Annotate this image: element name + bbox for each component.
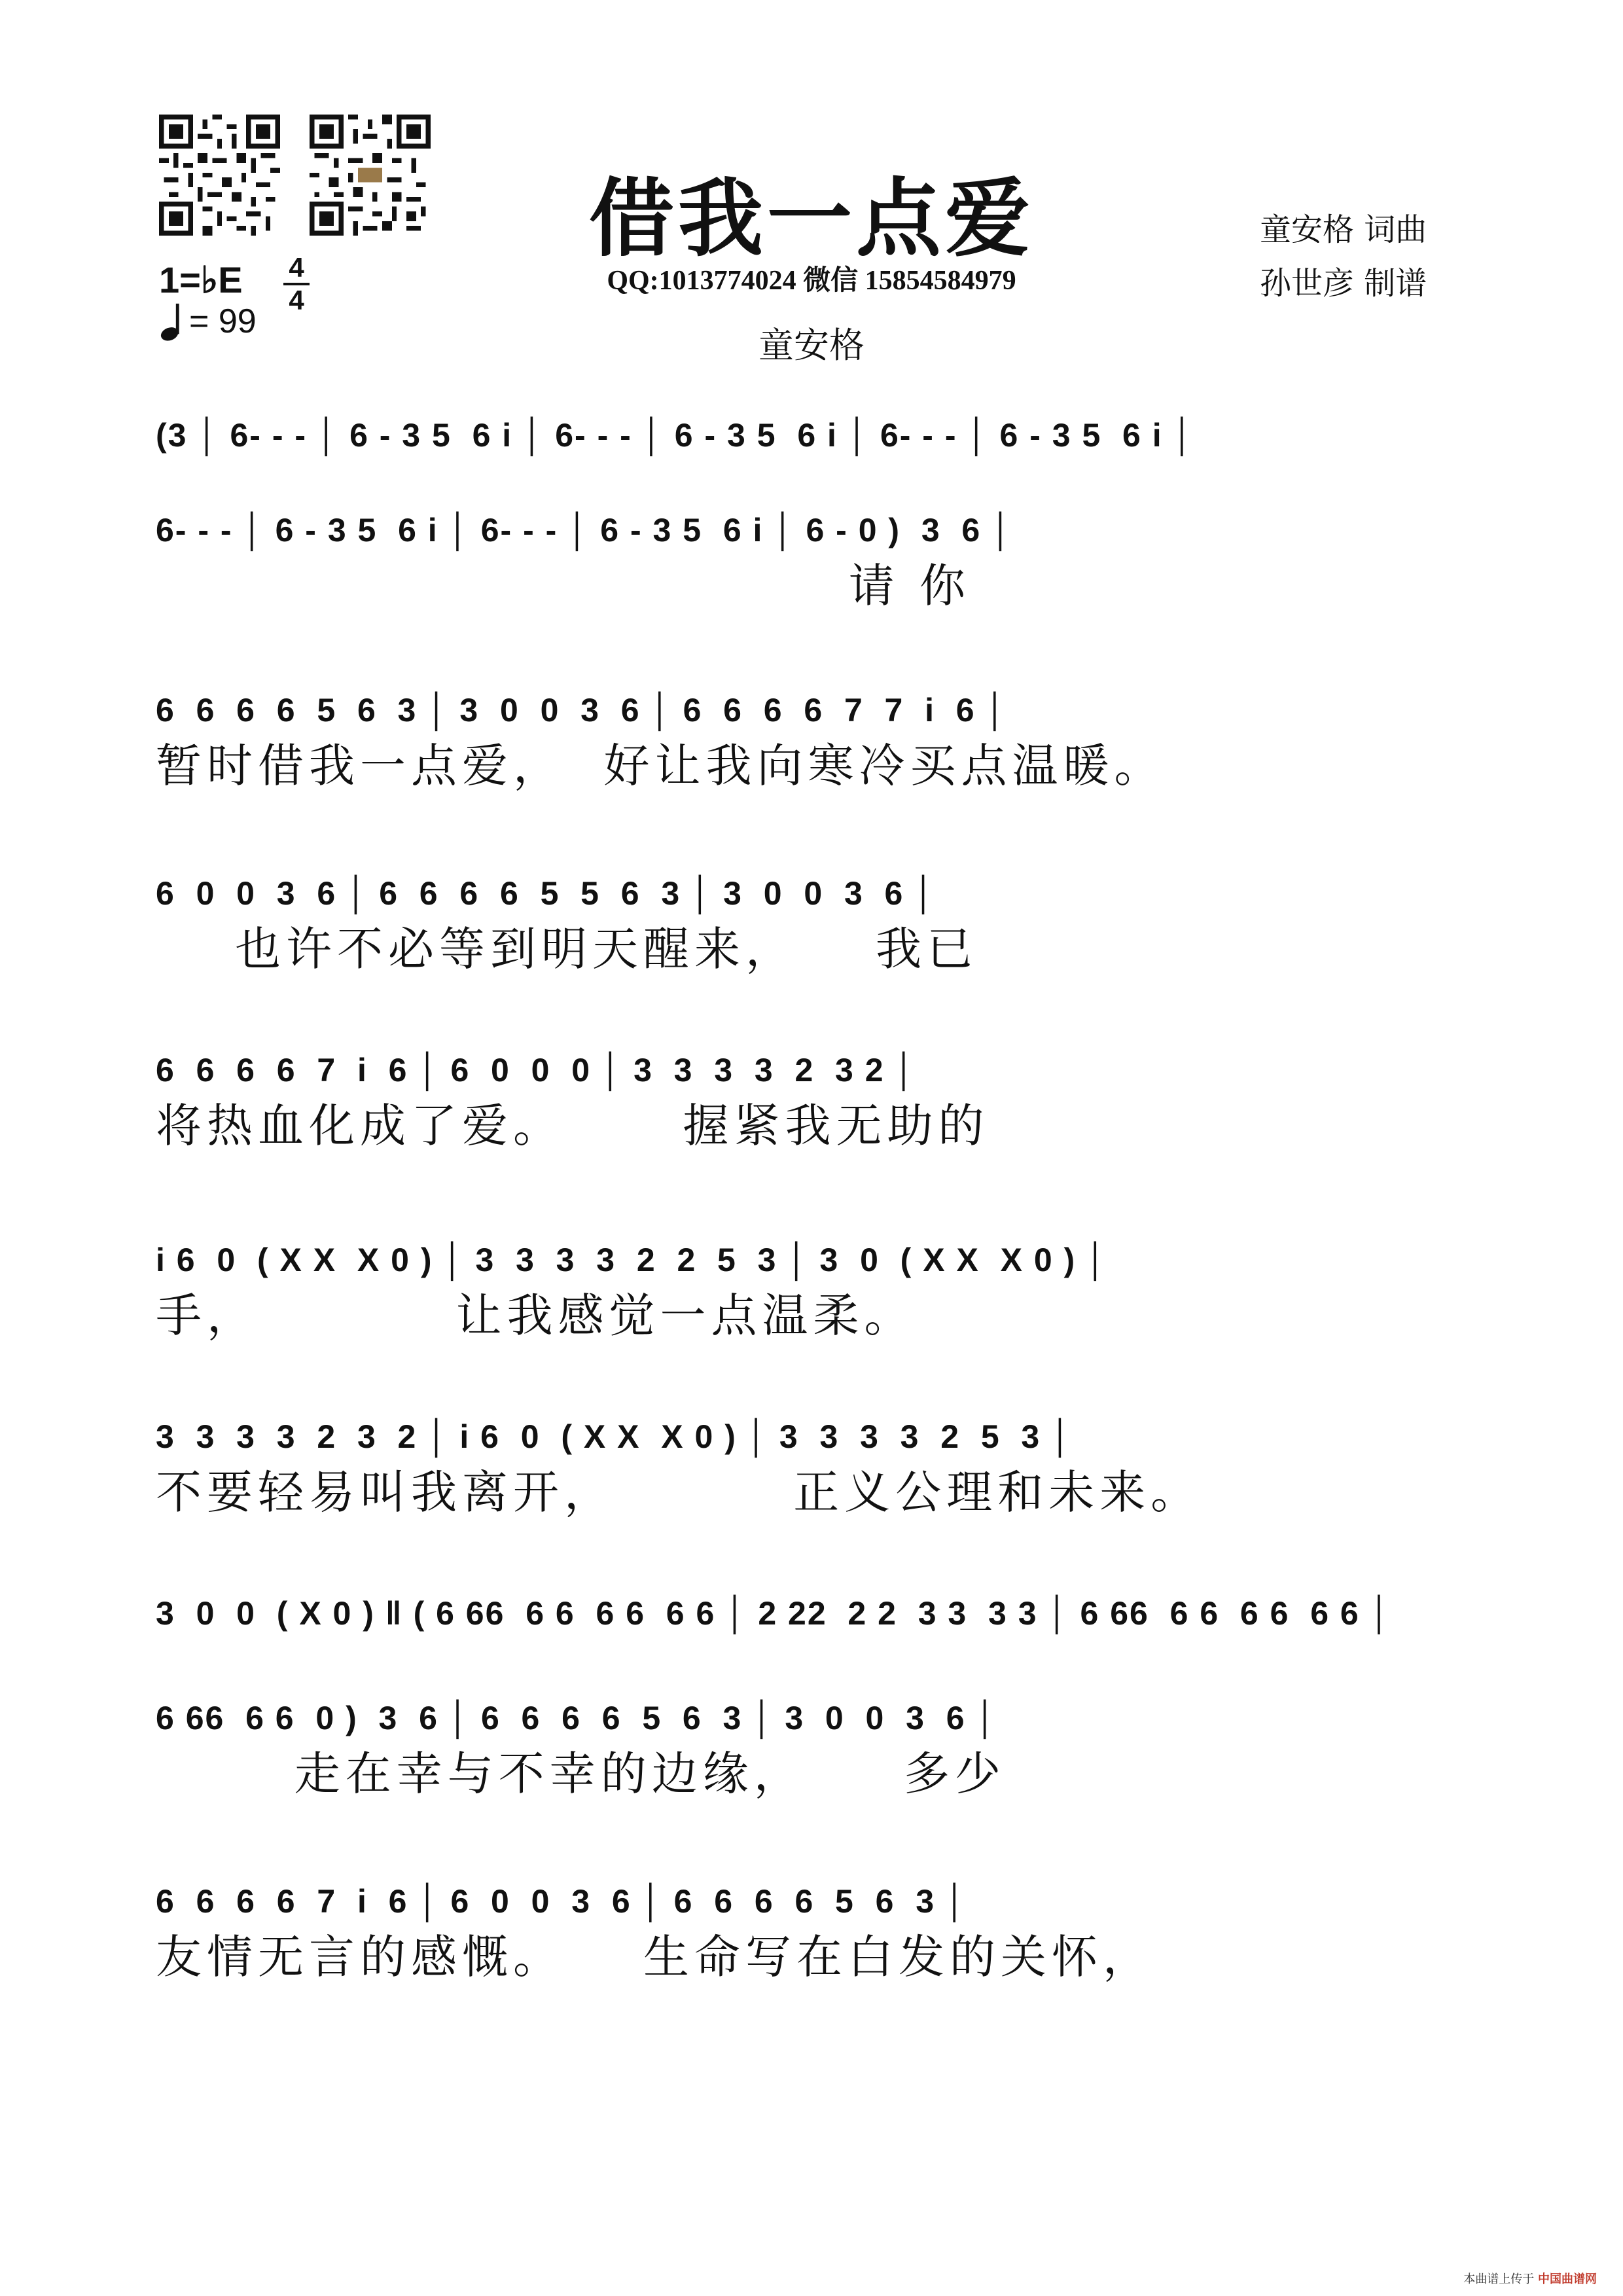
lyrics-line: 友情无言的感慨。 生命写在白发的关怀， (156, 1930, 1154, 1984)
footer-attribution (1463, 2270, 1597, 2287)
lyrics-line (156, 1643, 1471, 1695)
credits (1260, 203, 1427, 310)
time-signature-top: 4 (289, 252, 304, 283)
singer-name: 童安格 (758, 325, 865, 366)
notes-line: 3 0 0 ( X 0 ) ‖ ( 6 66 6 6 6 6 6 6 │ 2 22 2 2 3 3 3 3 │ 6 66 6 6 6 6 6 6 │ (156, 1595, 1392, 1632)
score-line-6 (156, 1230, 1471, 1342)
song-title: 借我一点爱 (588, 168, 1034, 268)
lyrics-line: 手， 让我感觉一点温柔。 (156, 1289, 916, 1342)
notes-line: 6 6 6 6 7 i 6 │ 6 0 0 3 6 │ 6 6 6 6 5 6 3 │ (156, 1883, 968, 1920)
credit-composer: 童安格 词曲 (1260, 211, 1427, 248)
lyrics-line: 走在幸与不幸的边缘， 多少 (156, 1747, 1007, 1801)
score-line-2 (156, 501, 1471, 612)
notes-line: 6 0 0 3 6 │ 6 6 6 6 5 5 6 3 │ 3 0 0 3 6 │ (156, 875, 936, 912)
quarter-note-icon (159, 301, 185, 342)
score-line-3 (156, 681, 1471, 792)
lyrics-line: 不要轻易叫我离开， 正义公理和未来。 (156, 1465, 1202, 1519)
score-line-5 (156, 1041, 1471, 1152)
score-line-8 (156, 1584, 1471, 1695)
notes-line: 6 66 6 6 0 ) 3 6 │ 6 6 6 6 5 6 3 │ 3 0 0 3 6 │ (156, 1700, 998, 1736)
notes-line: 6- - - │ 6 - 3 5 6 i │ 6- - - │ 6 - 3 5 6 i │ 6 - 0 ) 3 6 │ (156, 512, 1014, 548)
tempo-marking (159, 301, 257, 342)
tempo-value: = 99 (189, 302, 257, 340)
notes-line: 6 6 6 6 5 6 3 │ 3 0 0 3 6 │ 6 6 6 6 7 7 i 6 │ (156, 692, 1008, 728)
credit-arranger: 孙世彦 制谱 (1260, 265, 1427, 302)
footer-text: 本曲谱上传于 (1463, 2272, 1535, 2286)
notes-line: i 6 0 ( X X X 0 ) │ 3 3 3 3 2 2 5 3 │ 3 0 ( X X X 0 ) │ (156, 1242, 1109, 1278)
lyrics-line: 请 你 (156, 559, 971, 613)
notes-line: (3 │ 6- - - │ 6 - 3 5 6 i │ 6- - - │ 6 - 3 5 6 i │ 6- - - │ 6 - 3 5 6 i │ (156, 417, 1195, 454)
score-line-9 (156, 1689, 1471, 1800)
notes-line: 6 6 6 6 7 i 6 │ 6 0 0 0 │ 3 3 3 3 2 3 2 │ (156, 1052, 917, 1088)
time-signature (283, 254, 310, 314)
lyrics-line: 将热血化成了爱。 握紧我无助的 (156, 1099, 990, 1153)
notes-line: 3 3 3 3 2 3 2 │ i 6 0 ( X X X 0 ) │ 3 3 3 3 2 5 3 │ (156, 1418, 1073, 1455)
time-signature-bottom: 4 (289, 285, 304, 315)
lyrics-line: 也许不必等到明天醒来， 我已 (156, 922, 978, 976)
footer-brand: 中国曲谱网 (1538, 2272, 1597, 2286)
contact-info: QQ:1013774024 微信 15854584979 (607, 266, 1016, 296)
score-line-7 (156, 1407, 1471, 1518)
score-line-4 (156, 864, 1471, 975)
lyrics-line: 暂时借我一点爱， 好让我向寒冷买点温暖。 (156, 739, 1166, 793)
key-signature: 1=♭E (159, 259, 243, 300)
score-line-10 (156, 1872, 1471, 1983)
